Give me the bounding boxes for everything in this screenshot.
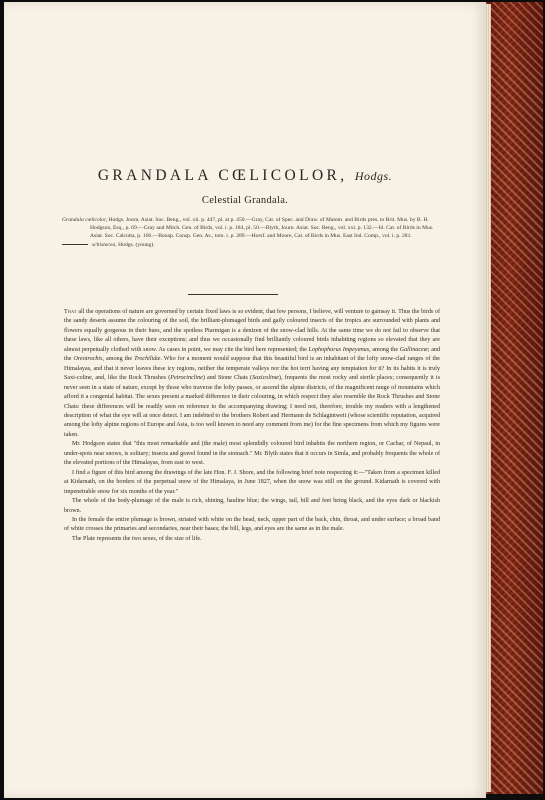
taxon-name: Saxicolinæ bbox=[252, 375, 279, 382]
taxon-name: Trochilidæ bbox=[134, 356, 161, 363]
text-run: ) and Stone Chats ( bbox=[202, 375, 253, 382]
synonymy-genus: schistacea, bbox=[92, 241, 117, 248]
species-title bbox=[4, 167, 486, 185]
synonymy-block bbox=[62, 216, 440, 249]
paragraph-3: I find a figure of this bird among the drawings of the late Hon. F. J. Shore, and the following brief note respecting it:—"Taken from a specimen killed at Kidarnath, on the borders of the perpetual snow of the Himalaya, in June 1827, when the snow was still on the ground. Kidarnath is covered with impenetrable snow for six months of the year." bbox=[64, 469, 440, 495]
species-authority: Hodgs. bbox=[354, 169, 393, 183]
text-run: ; and the bbox=[64, 346, 441, 363]
body-text bbox=[64, 308, 440, 544]
book-page bbox=[4, 2, 486, 798]
ditto-dash bbox=[62, 244, 88, 245]
paragraph-1 bbox=[64, 308, 440, 440]
paragraph-4: The whole of the body-plumage of the male is rich, shining, hauline blue; the wings, tail, bill and feet being black, and the eyes dark or blackish brown. bbox=[64, 498, 440, 514]
synonymy-entry bbox=[62, 216, 440, 241]
synonymy-genus: Grandala cœlicolor, bbox=[62, 217, 108, 223]
paragraph-2: Mr. Hodgson states that "this most remarkable and (the male) most splendidly coloured bird inhabits the northern region, or Cachar, of Nepaul, in under-spots near snows, is solitary; insects and gravel found in the stomach." Mr. Blyth states that it occurs in Simla, and probably frequents the whole of the elevated portions of the Himalayas, from east to west. bbox=[64, 441, 440, 467]
species-name: GRANDALA CŒLICOLOR, bbox=[97, 167, 348, 184]
book-edge-binding bbox=[486, 2, 543, 794]
common-name-subtitle: Celestial Grandala. bbox=[201, 195, 289, 206]
section-divider bbox=[188, 294, 278, 295]
synonymy-entry bbox=[62, 241, 440, 249]
paragraph-6: The Plate represents the two sexes, of the size of life. bbox=[72, 535, 202, 542]
synonymy-references: Hodgs. Journ. Asiat. Soc. Beng., vol. xii. p. 447, pl. at p. 450.—Gray, Cat. of Spec. and Draw. of Mamm. and Birds pres. to Brit. Mus. by B. H. Hodgson, Esq., p. 69.—Gray and Mitch. Gen. of Birds, vol. i. p. 184, pl. 50.—Blyth, Journ. Asiat. Soc. Beng., vol. xxi. p. 132.—Id. Cat. of Birds in Mus. Asiat. Soc. Calcutta, p. 166.—Bonap. Consp. Gen. Av., tom. i. p. 289.—Horsf. and Moore, Cat. of Birds in Mus. East Ind. Comp., vol. i. p. 281. bbox=[90, 217, 434, 240]
taxon-name: Petrocincline bbox=[170, 375, 203, 382]
text-run: , among the bbox=[369, 346, 400, 353]
taxon-name: Oreotrochis bbox=[73, 356, 103, 363]
drop-word: That bbox=[64, 309, 77, 315]
text-run: , among the bbox=[102, 356, 135, 363]
text-run: . Who for a moment would suppose that this beautiful bird is an inhabitant of the lofty snow-clad ranges of the Himalayas, and that it never leaves these icy regions, neither the temperate valleys nor the hot terri having any temptation for it? In its habits it is truly Saxi-coline, and, like the Rock Thrushes ( bbox=[64, 356, 441, 382]
taxon-name: Gallinaceæ bbox=[399, 346, 428, 353]
taxon-name: Lophophorus Impeyanus bbox=[308, 346, 370, 353]
text-run: ), frequents the most rocky and sterile places; consequently it is never seen in a state of nature, except by those who traverse the lofty passes, or ascend the alpine districts, of the magnificent range of mountains which afford it a congenial habitat. The sexes present a marked difference in their colouring, in which respect they also resemble the Rock Thrushes and Stone Chats: these differences will be readily seen on reference to the accompanying drawing; I need not, therefore, trouble my readers with a lengthened description of what the eye will at once detect. I am indebted to the brothers Robert and Hermann de Schlagintweit (whose scientific reputation, acquired among the lofty alpine regions of Europe and Asia, is too well known to need any comment from me) for the fine specimens from which my figures were taken. bbox=[64, 375, 440, 438]
synonymy-references: Hodgs. (young). bbox=[116, 241, 155, 248]
paragraph-5: In the female the entire plumage is brown, striated with white on the head, neck, upper part of the back, chin, throat, and under surface; a broad band of white crosses the primaries and secondaries, near their bases; the bill, legs, and eyes are the same as in the male. bbox=[64, 516, 440, 533]
text-run: all the operations of nature are governed by certain fixed laws is so evident, that few persons, I believe, will venture to gainsay it. Thus the birds of the sandy deserts assume the colouring of the soil, the brilliant-plumaged birds and gaily coloured insects of the tropics are surrounded with plants and flowers equally gorgeous in their hues, and the spotless Ptarmigan is a denizen of the snow-clad hills. At the same time we do not fail to observe that these laws, like all others, have their exceptions; and thus we occasionally find brilliantly coloured birds inhabiting regions so elevated that they are almost perpetually clothed with snow. As cases in point, we may cite the bird here represented; the bbox=[64, 309, 440, 353]
